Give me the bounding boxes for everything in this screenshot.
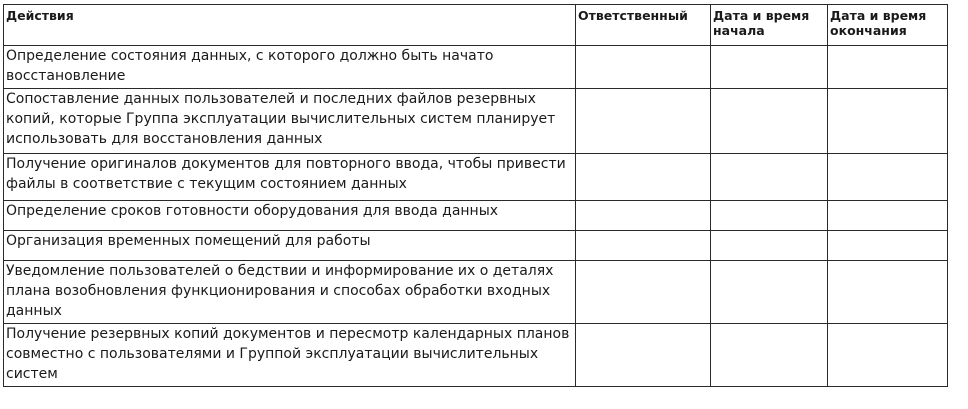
responsible-cell [576, 89, 711, 154]
end-cell [828, 231, 948, 261]
start-cell [711, 154, 828, 201]
header-actions: Действия [4, 5, 576, 46]
actions-table-container [3, 4, 948, 387]
action-cell [4, 46, 576, 89]
action-cell [4, 324, 576, 387]
responsible-cell [576, 201, 711, 231]
table-header-row [4, 5, 948, 46]
table-row [4, 89, 948, 154]
start-cell [711, 261, 828, 324]
header-responsible: Ответственный [576, 5, 711, 46]
end-cell [828, 261, 948, 324]
end-cell [828, 201, 948, 231]
action-text: Определение состояния данных, с которого должно быть начато восстановление [6, 48, 494, 84]
action-text: Сопоставление данных пользователей и последних файлов резервных копий, которые Группа эксплуатации вычислительных систем планирует использовать для восстановления данных [6, 91, 556, 147]
header-end-datetime: Дата и время окончания [828, 5, 948, 46]
action-text: Уведомление пользователей о бедствии и информирование их о деталях плана возобновления функционирования и способах обработки входных данных [6, 263, 554, 319]
table-row [4, 261, 948, 324]
start-cell [711, 89, 828, 154]
end-cell [828, 324, 948, 387]
action-cell [4, 261, 576, 324]
action-cell [4, 231, 576, 261]
end-cell [828, 154, 948, 201]
start-cell [711, 324, 828, 387]
table-row [4, 154, 948, 201]
action-text: Организация временных помещений для работы [6, 233, 371, 249]
action-cell [4, 154, 576, 201]
action-text: Получение резервных копий документов и пересмотр календарных планов совместно с пользователями и Группой эксплуатации вычислительных систем [6, 326, 570, 382]
action-cell [4, 89, 576, 154]
action-text: Определение сроков готовности оборудования для ввода данных [6, 203, 499, 219]
action-cell [4, 201, 576, 231]
responsible-cell [576, 46, 711, 89]
responsible-cell [576, 154, 711, 201]
end-cell [828, 89, 948, 154]
responsible-cell [576, 231, 711, 261]
table-row [4, 231, 948, 261]
end-cell [828, 46, 948, 89]
actions-table [3, 4, 948, 387]
responsible-cell [576, 324, 711, 387]
start-cell [711, 231, 828, 261]
header-start-datetime: Дата и время начала [711, 5, 828, 46]
table-row [4, 201, 948, 231]
start-cell [711, 46, 828, 89]
table-row [4, 46, 948, 89]
action-text: Получение оригиналов документов для повторного ввода, чтобы привести файлы в соответствие с текущим состоянием данных [6, 156, 566, 192]
start-cell [711, 201, 828, 231]
table-row [4, 324, 948, 387]
responsible-cell [576, 261, 711, 324]
